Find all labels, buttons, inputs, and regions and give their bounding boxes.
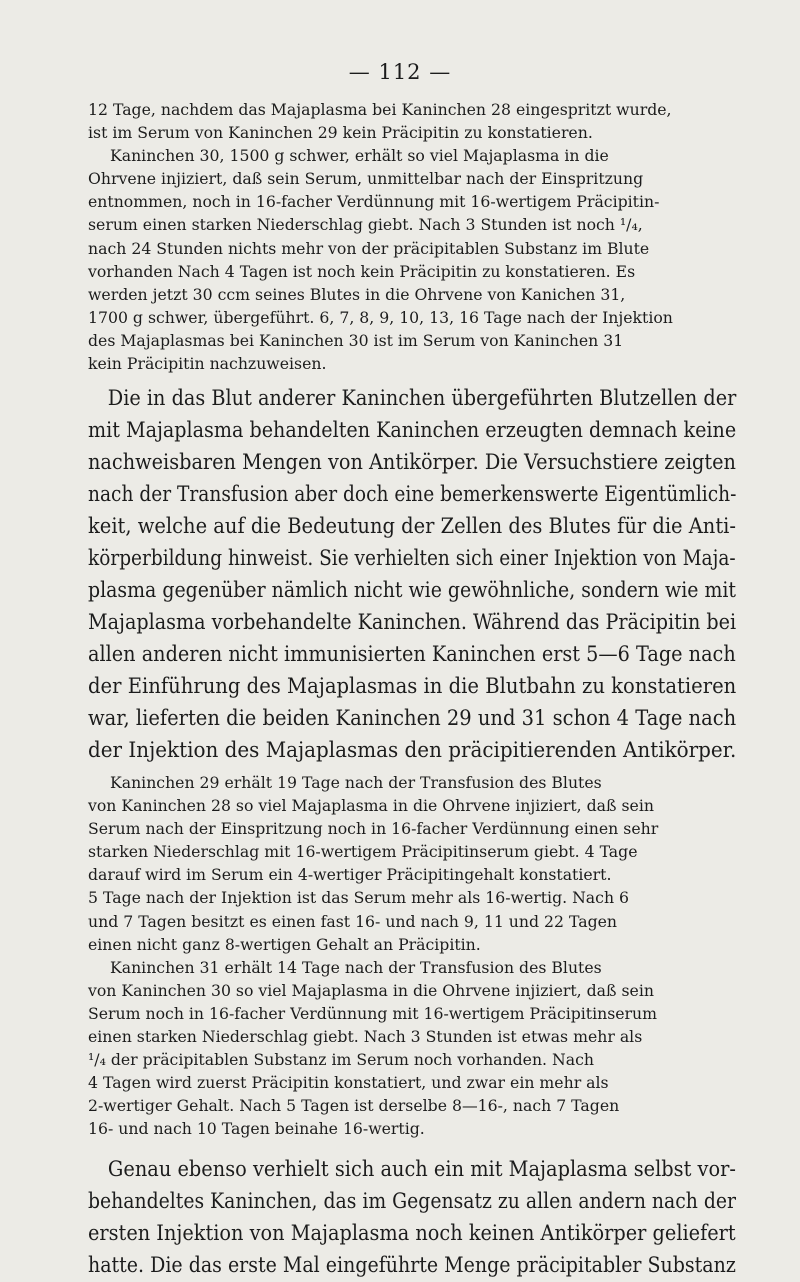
text-line: der Einführung des Majaplasmas in die Blutbahn zu konstatieren xyxy=(88,674,737,699)
text-line: Die in das Blut anderer Kaninchen übergeführten Blutzellen der xyxy=(107,386,737,411)
paragraph-block-small-1 xyxy=(88,98,736,375)
text-line: Kaninchen 29 erhält 19 Tage nach der Transfusion des Blutes xyxy=(110,773,602,792)
text-line: Kaninchen 30, 1500 g schwer, erhält so viel Majaplasma in die xyxy=(110,146,609,166)
text-line: starken Niederschlag mit 16-wertigem Präcipitinserum giebt. 4 Tage xyxy=(88,842,638,862)
page-number: — 112 — xyxy=(348,60,452,84)
text-line: 12 Tage, nachdem das Majaplasma bei Kaninchen 28 eingespritzt wurde, xyxy=(88,100,672,119)
text-line: werden jetzt 30 ccm seines Blutes in die Ohrvene von Kanichen 31, xyxy=(88,284,626,304)
text-line: des Majaplasmas bei Kaninchen 30 ist im Serum von Kaninchen 31 xyxy=(88,330,624,350)
text-line: 16- und nach 10 Tagen beinahe 16-wertig. xyxy=(88,1119,425,1139)
text-line: Serum nach der Einspritzung noch in 16-facher Verdünnung einen sehr xyxy=(88,819,659,839)
text-line: Serum noch in 16-facher Verdünnung mit 16-wertigem Präcipitinserum xyxy=(88,1003,658,1023)
text-line: ¹/₄ der präcipitablen Substanz im Serum noch vorhanden. Nach xyxy=(88,1050,594,1070)
paragraph-block-small-2 xyxy=(88,771,736,1141)
text-line: nachweisbaren Mengen von Antikörper. Die Versuchstiere zeigten xyxy=(88,450,736,475)
text-line: ist im Serum von Kaninchen 29 kein Präcipitin zu konstatieren. xyxy=(88,123,593,143)
text-line: Majaplasma vorbehandelte Kaninchen. Während das Präcipitin bei xyxy=(88,610,737,635)
text-line: vorhanden Nach 4 Tagen ist noch kein Präcipitin zu konstatieren. Es xyxy=(88,261,636,281)
text-line: darauf wird im Serum ein 4-wertiger Präcipitingehalt konstatiert. xyxy=(88,865,612,885)
text-line: 2-wertiger Gehalt. Nach 5 Tagen ist derselbe 8—16-, nach 7 Tagen xyxy=(88,1096,620,1116)
text-line: von Kaninchen 30 so viel Majaplasma in die Ohrvene injiziert, daß sein xyxy=(88,980,654,1000)
text-line: 1700 g schwer, übergeführt. 6, 7, 8, 9, 10, 13, 16 Tage nach der Injektion xyxy=(88,307,673,327)
text-line: Ohrvene injiziert, daß sein Serum, unmittelbar nach der Einspritzung xyxy=(88,169,644,189)
text-line: behandeltes Kaninchen, das im Gegensatz zu allen andern nach der xyxy=(88,1189,737,1214)
text-line: der Injektion des Majaplasmas den präcipitierenden Antikörper. xyxy=(88,738,737,763)
text-line: hatte. Die das erste Mal eingeführte Menge präcipitabler Substanz xyxy=(88,1253,736,1278)
text-line: nach 24 Stunden nichts mehr von der präcipitablen Substanz im Blute xyxy=(88,238,650,258)
text-line: war, lieferten die beiden Kaninchen 29 und 31 schon 4 Tage nach xyxy=(88,706,737,731)
paragraph-block-large-2 xyxy=(88,1154,736,1282)
text-line: Genau ebenso verhielt sich auch ein mit Majaplasma selbst vor- xyxy=(107,1157,736,1182)
text-line: einen nicht ganz 8-wertigen Gehalt an Präcipitin. xyxy=(88,934,481,954)
text-line: plasma gegenüber nämlich nicht wie gewöhnliche, sondern wie mit xyxy=(88,578,737,603)
text-line: und 7 Tagen besitzt es einen fast 16- und nach 9, 11 und 22 Tagen xyxy=(88,911,617,931)
text-line: körperbildung hinweist. Sie verhielten sich einer Injektion von Maja- xyxy=(88,546,736,571)
text-line: nach der Transfusion aber doch eine bemerkenswerte Eigentümlich- xyxy=(88,482,737,507)
paragraph-block-large-1 xyxy=(88,383,736,767)
text-line: ersten Injektion von Majaplasma noch keinen Antikörper geliefert xyxy=(88,1221,736,1246)
text-line: serum einen starken Niederschlag giebt. Nach 3 Stunden ist noch ¹/₄, xyxy=(88,215,643,235)
text-line: 4 Tagen wird zuerst Präcipitin konstatiert, und zwar ein mehr als xyxy=(88,1073,609,1093)
text-line: kein Präcipitin nachzuweisen. xyxy=(88,354,327,374)
text-line: allen anderen nicht immunisierten Kaninchen erst 5—6 Tage nach xyxy=(88,642,736,667)
text-line: keit, welche auf die Bedeutung der Zellen des Blutes für die Anti- xyxy=(88,514,736,539)
text-line: 5 Tage nach der Injektion ist das Serum mehr als 16-wertig. Nach 6 xyxy=(88,888,630,908)
text-line: mit Majaplasma behandelten Kaninchen erzeugten demnach keine xyxy=(88,418,737,443)
text-line: entnommen, noch in 16-facher Verdünnung mit 16-wertigem Präcipitin- xyxy=(88,192,660,212)
text-line: Kaninchen 31 erhält 14 Tage nach der Transfusion des Blutes xyxy=(110,957,602,977)
text-line: einen starken Niederschlag giebt. Nach 3 Stunden ist etwas mehr als xyxy=(88,1027,643,1047)
text-line: von Kaninchen 28 so viel Majaplasma in die Ohrvene injiziert, daß sein xyxy=(88,796,654,816)
